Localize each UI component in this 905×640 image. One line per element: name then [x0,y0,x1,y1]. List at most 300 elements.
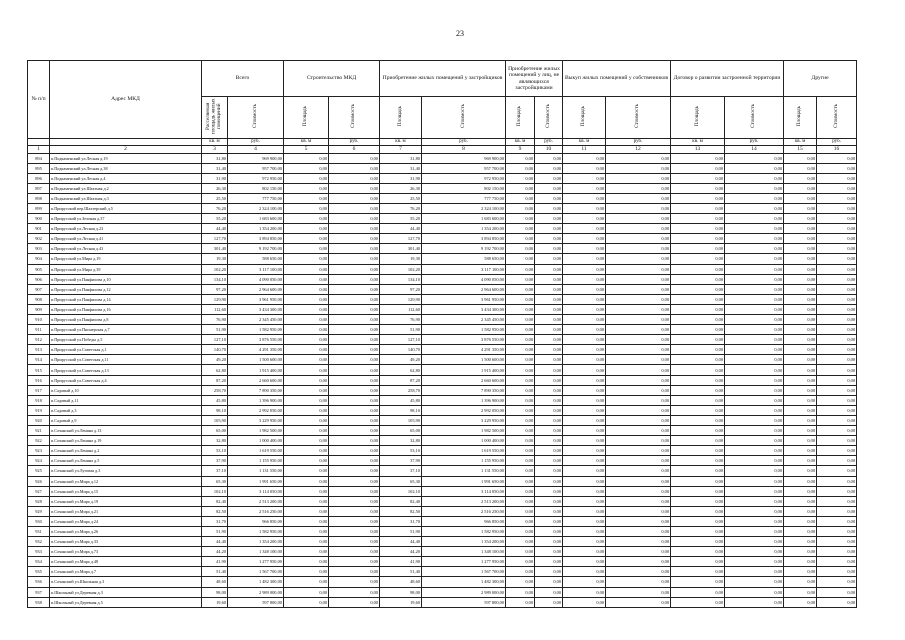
construction-area: 0,00 [284,436,329,446]
other-cost: 0,00 [606,456,671,466]
other-cost: 0,00 [535,587,563,597]
row-number: 903 [28,244,50,254]
row-address: п.Прирусский ул.Советская д.11 [50,355,202,365]
developers-cost: 9 192 700,00 [422,244,506,254]
other-cost: 0,00 [817,183,857,193]
other-cost: 0,00 [606,365,671,375]
row-address: п.Подкаменский ул.Лесная д.19 [50,153,202,163]
other-area: 0,00 [506,163,535,173]
construction-cost: 0,00 [329,597,380,607]
other-area: 0,00 [784,163,817,173]
total-cost: 1 277 950,00 [228,557,284,567]
row-number: 914 [28,355,50,365]
other-cost: 0,00 [725,284,784,294]
header-sub-cost: Стоимость [606,97,671,139]
other-cost: 0,00 [535,193,563,203]
other-cost: 0,00 [606,234,671,244]
other-cost: 0,00 [725,234,784,244]
table-row [28,426,857,436]
row-number: 900 [28,214,50,224]
other-area: 0,00 [784,436,817,446]
construction-cost: 0,00 [329,526,380,536]
column-number-cell: 13 [671,145,725,153]
construction-cost: 0,00 [329,557,380,567]
other-area: 0,00 [784,193,817,203]
other-cost: 0,00 [535,325,563,335]
other-area: 0,00 [784,264,817,274]
row-address: п.Прирусский ул.Лесная д.41 [50,234,202,244]
construction-area: 0,00 [284,395,329,405]
other-cost: 0,00 [606,163,671,173]
total-cost: 1 619 550,00 [228,446,284,456]
other-cost: 0,00 [817,345,857,355]
row-address: п.Прирусский ул.Лесная д.23 [50,224,202,234]
other-area: 0,00 [671,547,725,557]
other-cost: 0,00 [535,385,563,395]
other-area: 0,00 [671,405,725,415]
row-number: 923 [28,446,50,456]
other-cost: 0,00 [606,345,671,355]
row-address: п.Прирусский ул.Советская д.4 [50,375,202,385]
row-address: п.Сочанский ул.Мира д.48 [50,557,202,567]
construction-area: 0,00 [284,274,329,284]
row-address: п.Сочанский ул.Школьная д.3 [50,577,202,587]
other-area: 0,00 [671,426,725,436]
other-cost: 0,00 [535,476,563,486]
other-cost: 0,00 [535,224,563,234]
developers-cost: 3 229 950,00 [422,415,506,425]
header-group-non-developers: Приобретение жилых помещений у лиц, не являющихся застройщиками [506,61,563,97]
other-area: 0,00 [563,496,606,506]
total-area: 134,10 [202,274,228,284]
other-area: 0,00 [506,526,535,536]
column-number-cell: 6 [329,145,380,153]
construction-area: 0,00 [284,506,329,516]
construction-cost: 0,00 [329,335,380,345]
developers-cost: 2 513 200,00 [422,496,506,506]
developers-cost: 972 950,00 [422,173,506,183]
developers-area: 26,30 [380,183,422,193]
row-number: 912 [28,335,50,345]
developers-cost: 1 567 700,00 [422,567,506,577]
other-cost: 0,00 [606,587,671,597]
other-cost: 0,00 [606,597,671,607]
row-number: 933 [28,547,50,557]
developers-area: 19,30 [380,254,422,264]
other-cost: 0,00 [725,274,784,284]
table-row [28,304,857,314]
column-number-cell: 12 [606,145,671,153]
other-cost: 0,00 [725,415,784,425]
other-cost: 0,00 [606,537,671,547]
other-area: 0,00 [784,304,817,314]
header-total-area: Расселяемая площадь жилых помещений [202,97,228,139]
table-row [28,567,857,577]
other-area: 0,00 [784,355,817,365]
other-cost: 0,00 [817,244,857,254]
other-area: 0,00 [671,183,725,193]
total-area: 62,80 [202,365,228,375]
developers-cost: 966 850,00 [422,516,506,526]
total-area: 105,90 [202,415,228,425]
other-area: 0,00 [671,557,725,567]
other-area: 0,00 [506,486,535,496]
other-cost: 0,00 [535,183,563,193]
construction-cost: 0,00 [329,264,380,274]
construction-cost: 0,00 [329,365,380,375]
table-row [28,355,857,365]
construction-cost: 0,00 [329,304,380,314]
construction-area: 0,00 [284,345,329,355]
other-cost: 0,00 [606,557,671,567]
other-area: 0,00 [563,234,606,244]
other-cost: 0,00 [535,496,563,506]
other-area: 0,00 [671,335,725,345]
other-area: 0,00 [563,224,606,234]
other-area: 0,00 [506,203,535,213]
table-row [28,436,857,446]
unit-cell: руб. [725,138,784,145]
row-number: 934 [28,557,50,567]
other-area: 0,00 [784,214,817,224]
developers-area: 48,60 [380,577,422,587]
developers-area: 49,20 [380,355,422,365]
header-group-other: Другие [784,61,857,97]
other-area: 0,00 [563,526,606,536]
other-area: 0,00 [563,547,606,557]
total-area: 129,90 [202,294,228,304]
developers-area: 51,40 [380,567,422,577]
total-cost: 2 989 000,00 [228,587,284,597]
other-cost: 0,00 [817,284,857,294]
other-cost: 0,00 [725,304,784,314]
other-cost: 0,00 [725,466,784,476]
total-cost: 3 114 050,00 [228,486,284,496]
header-group-total: Всего [202,61,284,97]
developers-cost: 802 150,00 [422,183,506,193]
other-cost: 0,00 [606,173,671,183]
row-address: п.Сочанский ул.Ленина д.13 [50,426,202,436]
other-cost: 0,00 [606,526,671,536]
table-row [28,415,857,425]
row-address: п.Прирусский ул.Победы д.5 [50,335,202,345]
other-area: 0,00 [506,587,535,597]
developers-area: 258,70 [380,385,422,395]
row-address: п.Прирусский ул.Панфилова д.12 [50,284,202,294]
developers-cost: 3 434 300,00 [422,304,506,314]
row-number: 906 [28,274,50,284]
table-row [28,446,857,456]
header-group-developers: Приобретение жилых помещений у застройщиков [380,61,506,97]
other-area: 0,00 [671,476,725,486]
construction-area: 0,00 [284,375,329,385]
other-area: 0,00 [671,163,725,173]
other-area: 0,00 [784,375,817,385]
other-cost: 0,00 [606,436,671,446]
unit-cell: кв. м [506,138,535,145]
other-cost: 0,00 [817,254,857,264]
construction-area: 0,00 [284,173,329,183]
row-number: 938 [28,597,50,607]
other-cost: 0,00 [817,577,857,587]
column-number-cell: 10 [535,145,563,153]
developers-cost: 969 900,00 [422,153,506,163]
row-number: 922 [28,436,50,446]
other-area: 0,00 [563,587,606,597]
row-address: п.Сочанский ул.Мира д.73 [50,547,202,557]
developers-cost: 2 992 050,00 [422,405,506,415]
header-total-cost: Стоимость [228,97,284,139]
construction-cost: 0,00 [329,506,380,516]
total-cost: 1 500 600,00 [228,355,284,365]
other-cost: 0,00 [817,315,857,325]
row-number: 921 [28,426,50,436]
other-cost: 0,00 [817,304,857,314]
total-area: 82,40 [202,496,228,506]
other-cost: 0,00 [606,426,671,436]
developers-cost: 1 582 950,00 [422,526,506,536]
other-cost: 0,00 [817,476,857,486]
construction-area: 0,00 [284,516,329,526]
column-number-cell: 14 [725,145,784,153]
row-address: п.Прирусский ул.Панфилова д.8 [50,315,202,325]
other-area: 0,00 [671,214,725,224]
total-area: 55,20 [202,214,228,224]
other-cost: 0,00 [535,597,563,607]
construction-area: 0,00 [284,264,329,274]
unit-cell: руб. [606,138,671,145]
table-row [28,335,857,345]
table-row [28,526,857,536]
developers-cost: 2 324 100,00 [422,203,506,213]
other-area: 0,00 [506,466,535,476]
other-area: 0,00 [671,597,725,607]
total-cost: 597 800,00 [228,597,284,607]
total-cost: 1 982 500,00 [228,426,284,436]
other-cost: 0,00 [535,284,563,294]
row-address: п.Прирусский ул.Пионерская д.7 [50,325,202,335]
other-cost: 0,00 [535,264,563,274]
column-number-cell: 9 [506,145,535,153]
total-area: 37,10 [202,466,228,476]
construction-cost: 0,00 [329,294,380,304]
unit-cell: руб. [329,138,380,145]
developers-area: 37,90 [380,456,422,466]
other-cost: 0,00 [606,476,671,486]
developers-area: 102,10 [380,486,422,496]
developers-area: 44,40 [380,224,422,234]
other-cost: 0,00 [535,173,563,183]
header-sub-area: Площадь [671,97,725,139]
other-area: 0,00 [563,284,606,294]
total-area: 44,40 [202,537,228,547]
other-cost: 0,00 [725,244,784,254]
other-area: 0,00 [563,183,606,193]
construction-area: 0,00 [284,234,329,244]
other-area: 0,00 [784,516,817,526]
other-area: 0,00 [784,345,817,355]
unit-cell: кв. м [202,138,228,145]
other-cost: 0,00 [725,163,784,173]
other-cost: 0,00 [535,304,563,314]
row-number: 904 [28,254,50,264]
developers-area: 41,90 [380,557,422,567]
table-row [28,214,857,224]
other-area: 0,00 [506,345,535,355]
total-cost: 2 516 250,00 [228,506,284,516]
other-cost: 0,00 [817,325,857,335]
total-cost: 1 991 650,00 [228,476,284,486]
other-area: 0,00 [563,476,606,486]
unit-cell: кв. м [563,138,606,145]
construction-cost: 0,00 [329,476,380,486]
row-number: 925 [28,466,50,476]
table-row [28,577,857,587]
other-area: 0,00 [784,466,817,476]
other-area: 0,00 [784,597,817,607]
developers-cost: 1 354 200,00 [422,537,506,547]
developers-area: 25,50 [380,193,422,203]
other-area: 0,00 [563,274,606,284]
header-group-territory: Договор о развитии застроенной территории [671,61,784,97]
row-address: п.Прирусский ул.Советская д.1 [50,345,202,355]
developers-cost: 1 155 950,00 [422,456,506,466]
total-cost: 1 155 950,00 [228,456,284,466]
other-cost: 0,00 [535,375,563,385]
row-number: 919 [28,405,50,415]
total-cost: 3 961 950,00 [228,294,284,304]
developers-area: 105,90 [380,415,422,425]
developers-cost: 1 991 650,00 [422,476,506,486]
other-area: 0,00 [671,506,725,516]
other-area: 0,00 [506,183,535,193]
total-cost: 2 992 050,00 [228,405,284,415]
row-address: п.Прирусский ул.Мира д.39 [50,264,202,274]
total-cost: 1 582 950,00 [228,526,284,536]
other-cost: 0,00 [725,335,784,345]
other-cost: 0,00 [535,577,563,587]
other-area: 0,00 [506,415,535,425]
row-address: п.Подкаменский ул.Шахтная д.2 [50,183,202,193]
other-cost: 0,00 [606,254,671,264]
developers-cost: 1 619 550,00 [422,446,506,456]
other-area: 0,00 [671,537,725,547]
other-cost: 0,00 [606,214,671,224]
row-number: 917 [28,385,50,395]
other-cost: 0,00 [535,294,563,304]
other-cost: 0,00 [535,516,563,526]
row-number: 908 [28,294,50,304]
developers-cost: 1 582 950,00 [422,325,506,335]
other-cost: 0,00 [535,526,563,536]
other-cost: 0,00 [725,526,784,536]
other-area: 0,00 [563,486,606,496]
other-area: 0,00 [671,173,725,183]
developers-area: 62,80 [380,365,422,375]
construction-cost: 0,00 [329,547,380,557]
table-body [28,153,857,607]
row-address: п.Сочанский ул.Мира д.7 [50,567,202,577]
relocation-table-frame [27,60,856,608]
construction-area: 0,00 [284,597,329,607]
header-address: Адрес МКД [50,61,202,139]
developers-area: 102,20 [380,264,422,274]
other-area: 0,00 [671,193,725,203]
row-number: 894 [28,153,50,163]
other-area: 0,00 [671,325,725,335]
developers-area: 97,20 [380,284,422,294]
developers-cost: 3 894 850,00 [422,234,506,244]
other-cost: 0,00 [817,375,857,385]
developers-cost: 1 482 300,00 [422,577,506,587]
other-area: 0,00 [671,355,725,365]
other-cost: 0,00 [725,193,784,203]
other-cost: 0,00 [606,415,671,425]
total-area: 97,20 [202,284,228,294]
table-row [28,274,857,284]
total-cost: 2 513 200,00 [228,496,284,506]
other-area: 0,00 [784,446,817,456]
header-sub-cost: Стоимость [535,97,563,139]
other-area: 0,00 [671,203,725,213]
construction-cost: 0,00 [329,587,380,597]
construction-area: 0,00 [284,153,329,163]
relocation-table [27,60,857,608]
other-cost: 0,00 [606,547,671,557]
row-number: 932 [28,537,50,547]
other-area: 0,00 [506,274,535,284]
developers-cost: 1 348 100,00 [422,547,506,557]
other-area: 0,00 [784,244,817,254]
construction-cost: 0,00 [329,163,380,173]
table-row [28,244,857,254]
total-cost: 972 950,00 [228,173,284,183]
row-number: 911 [28,325,50,335]
row-number: 899 [28,203,50,213]
row-address: п.Садовый д.10 [50,385,202,395]
table-row [28,456,857,466]
other-area: 0,00 [671,304,725,314]
other-cost: 0,00 [817,153,857,163]
total-cost: 1 683 600,00 [228,214,284,224]
other-cost: 0,00 [817,355,857,365]
row-address: п.Прирусский ул.Мира д.19 [50,254,202,264]
other-area: 0,00 [784,234,817,244]
header-sub-cost: Стоимость [817,97,857,139]
column-number-cell: 2 [50,145,202,153]
row-address: п.Сочанский ул.Мира д.26 [50,526,202,536]
construction-cost: 0,00 [329,426,380,436]
total-area: 37,90 [202,456,228,466]
other-area: 0,00 [671,395,725,405]
row-number: 936 [28,577,50,587]
other-area: 0,00 [563,537,606,547]
other-cost: 0,00 [606,203,671,213]
other-area: 0,00 [563,153,606,163]
other-area: 0,00 [506,496,535,506]
row-number: 907 [28,284,50,294]
column-number-cell: 7 [380,145,422,153]
other-area: 0,00 [784,526,817,536]
total-area: 51,40 [202,567,228,577]
other-area: 0,00 [784,274,817,284]
other-cost: 0,00 [817,405,857,415]
total-area: 19,30 [202,254,228,264]
total-cost: 588 650,00 [228,254,284,264]
other-area: 0,00 [506,224,535,234]
table-row [28,163,857,173]
other-cost: 0,00 [725,264,784,274]
